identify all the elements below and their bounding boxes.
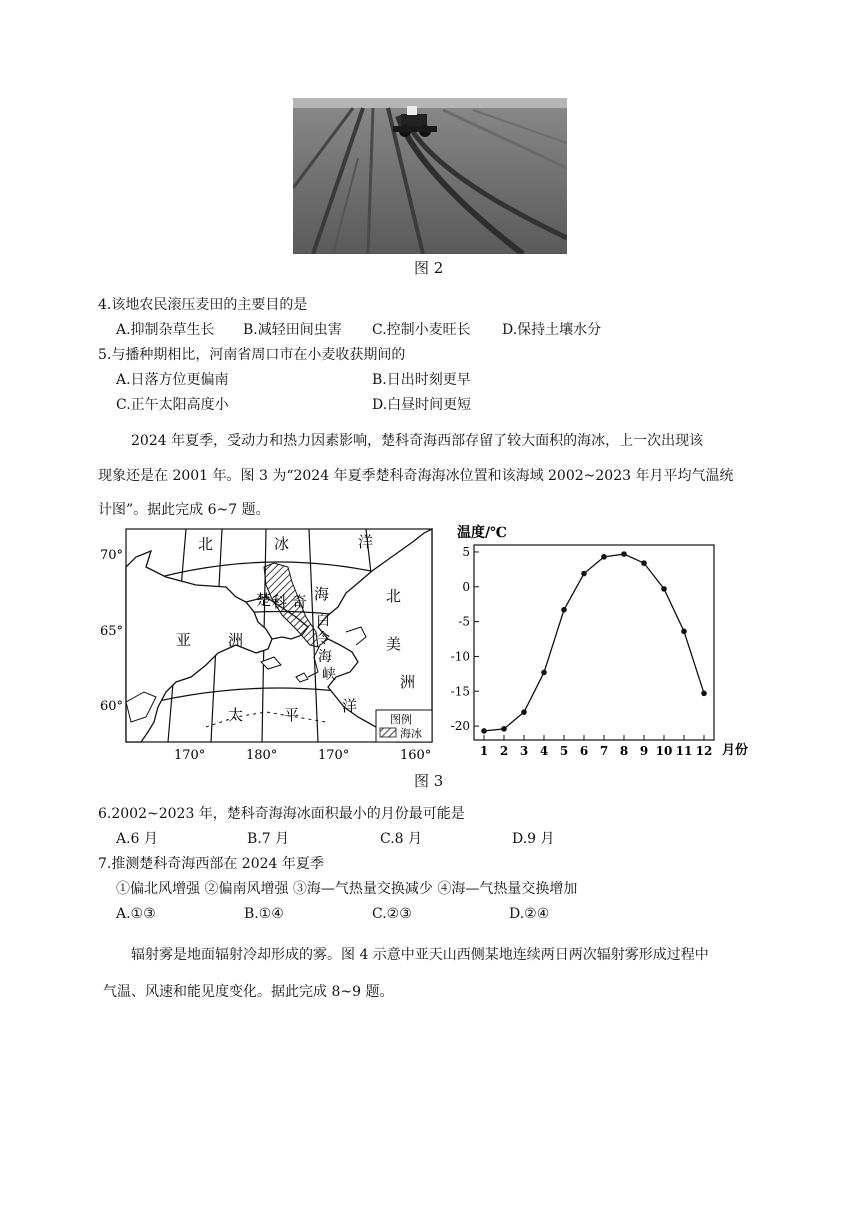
sea-char-3: 奇 xyxy=(292,593,308,611)
label-ya: 亚 xyxy=(176,631,192,649)
label-yang-arctic: 洋 xyxy=(358,533,374,551)
question-5-option-c: C.正午太阳高度小 xyxy=(116,397,229,413)
temperature-line-chart xyxy=(450,520,760,765)
lat-label-60: 60° xyxy=(100,699,124,714)
y-tick-label: -5 xyxy=(458,614,470,629)
question-7-stem: 7.推测楚科奇海西部在 2024 年夏季 xyxy=(98,856,324,872)
strait-char-2: 令 xyxy=(316,631,330,647)
question-5-option-a: A.日落方位更偏南 xyxy=(116,372,229,388)
x-tick-label: 5 xyxy=(559,744,569,758)
sea-char-4: 海 xyxy=(314,585,330,603)
x-tick-label: 8 xyxy=(619,744,629,758)
temperature-data-point xyxy=(641,560,647,566)
question-4-option-c: C.控制小麦旺长 xyxy=(372,322,471,338)
temperature-data-point xyxy=(681,629,687,635)
label-mei: 美 xyxy=(386,635,402,653)
x-tick-label: 7 xyxy=(599,744,609,758)
passage-2-line-2: 气温、风速和能见度变化。据此完成 8~9 题。 xyxy=(103,984,394,1000)
question-7-statements: ①偏北风增强 ②偏南风增强 ③海—气热量交换减少 ④海—气热量交换增加 xyxy=(116,881,578,897)
passage-1-line-3: 计图”。据此完成 6~7 题。 xyxy=(98,502,270,518)
temperature-data-point xyxy=(521,709,527,715)
temperature-data-point xyxy=(541,670,547,676)
question-6-option-a: A.6 月 xyxy=(116,831,158,847)
question-7-option-a: A.①③ xyxy=(116,906,156,922)
question-4-option-b: B.减轻田间虫害 xyxy=(243,322,342,338)
label-bei-america: 北 xyxy=(386,587,402,605)
temperature-data-point xyxy=(561,607,567,613)
label-ping: 平 xyxy=(284,706,300,724)
figure2-caption: 图 2 xyxy=(414,259,444,277)
y-tick-label: -20 xyxy=(450,719,470,734)
label-yang-pacific: 洋 xyxy=(342,697,358,715)
figure3-caption: 图 3 xyxy=(414,772,444,790)
temperature-data-point xyxy=(581,571,587,577)
lat-label-70: 70° xyxy=(100,548,124,563)
legend-title: 图例 xyxy=(390,713,412,726)
y-tick-label: 5 xyxy=(462,544,470,559)
lon-label-170w: 170° xyxy=(174,748,206,763)
question-7-option-d: D.②④ xyxy=(509,906,550,922)
question-4-option-d: D.保持土壤水分 xyxy=(502,322,602,338)
chart-x-label: 月份 xyxy=(722,743,749,758)
x-tick-label: 6 xyxy=(579,744,589,758)
y-tick-label: -15 xyxy=(450,684,470,699)
x-tick-label: 1 xyxy=(479,744,489,758)
x-tick-label: 3 xyxy=(519,744,529,758)
strait-char-4: 峡 xyxy=(322,667,336,683)
x-tick-label: 9 xyxy=(639,744,649,758)
passage-1-line-1: 2024 年夏季，受动力和热力因素影响，楚科奇海西部存留了较大面积的海冰，上一次出现该 xyxy=(131,433,704,449)
sea-char-1: 楚 xyxy=(256,591,272,609)
chart-y-label: 温度/℃ xyxy=(457,525,507,541)
tractor-field-image xyxy=(293,98,567,254)
strait-char-3: 海 xyxy=(318,649,332,665)
lat-label-65: 65° xyxy=(100,624,124,639)
question-6-option-c: C.8 月 xyxy=(380,831,423,847)
label-tai: 太 xyxy=(228,706,244,724)
x-tick-label: 11 xyxy=(675,744,693,758)
x-tick-label: 10 xyxy=(655,744,673,758)
y-tick-label: 0 xyxy=(462,579,470,594)
question-4-stem: 4.该地农民滚压麦田的主要目的是 xyxy=(98,297,308,313)
legend-item-sea-ice: 海冰 xyxy=(400,727,422,740)
question-6-option-d: D.9 月 xyxy=(512,831,555,847)
passage-2-line-1: 辐射雾是地面辐射冷却形成的雾。图 4 示意中亚天山西侧某地连续两日两次辐射雾形成过程中 xyxy=(131,947,709,963)
question-6-stem: 6.2002~2023 年，楚科奇海海冰面积最小的月份最可能是 xyxy=(98,806,465,822)
bering-map xyxy=(96,527,441,767)
temperature-data-point xyxy=(501,726,507,732)
x-tick-label: 2 xyxy=(499,744,509,758)
question-5-option-d: D.白昼时间更短 xyxy=(372,397,472,413)
sea-char-2: 科 xyxy=(272,593,288,611)
temperature-data-point xyxy=(621,551,627,557)
x-tick-label: 4 xyxy=(539,744,549,758)
y-tick-label: -10 xyxy=(450,649,470,664)
lon-label-180: 180° xyxy=(246,748,278,763)
question-7-option-c: C.②③ xyxy=(372,906,412,922)
chart-plot-frame xyxy=(474,545,714,740)
question-5-option-b: B.日出时刻更早 xyxy=(372,372,471,388)
question-6-option-b: B.7 月 xyxy=(247,831,290,847)
passage-1-line-2: 现象还是在 2001 年。图 3 为“2024 年夏季楚科奇海海冰位置和该海域 2002~2023 年月平均气温统 xyxy=(98,468,734,484)
question-4-option-a: A.抑制杂草生长 xyxy=(116,322,215,338)
question-7-option-b: B.①④ xyxy=(244,906,284,922)
temperature-data-point xyxy=(601,554,607,560)
temperature-series-line xyxy=(484,554,704,731)
temperature-data-point xyxy=(661,586,667,592)
question-5-stem: 5.与播种期相比，河南省周口市在小麦收获期间的 xyxy=(98,347,406,363)
lon-label-170e: 170° xyxy=(318,748,350,763)
temperature-data-point xyxy=(481,728,487,734)
temperature-data-point xyxy=(701,691,707,697)
label-zhou-asia: 洲 xyxy=(228,631,244,649)
figure2-photo xyxy=(293,98,567,254)
x-tick-label: 12 xyxy=(695,744,713,758)
label-bing: 冰 xyxy=(274,535,290,553)
strait-char-1: 白 xyxy=(316,613,330,629)
label-bei: 北 xyxy=(198,535,214,553)
label-zhou-america: 洲 xyxy=(400,673,416,691)
lon-label-160: 160° xyxy=(400,748,432,763)
